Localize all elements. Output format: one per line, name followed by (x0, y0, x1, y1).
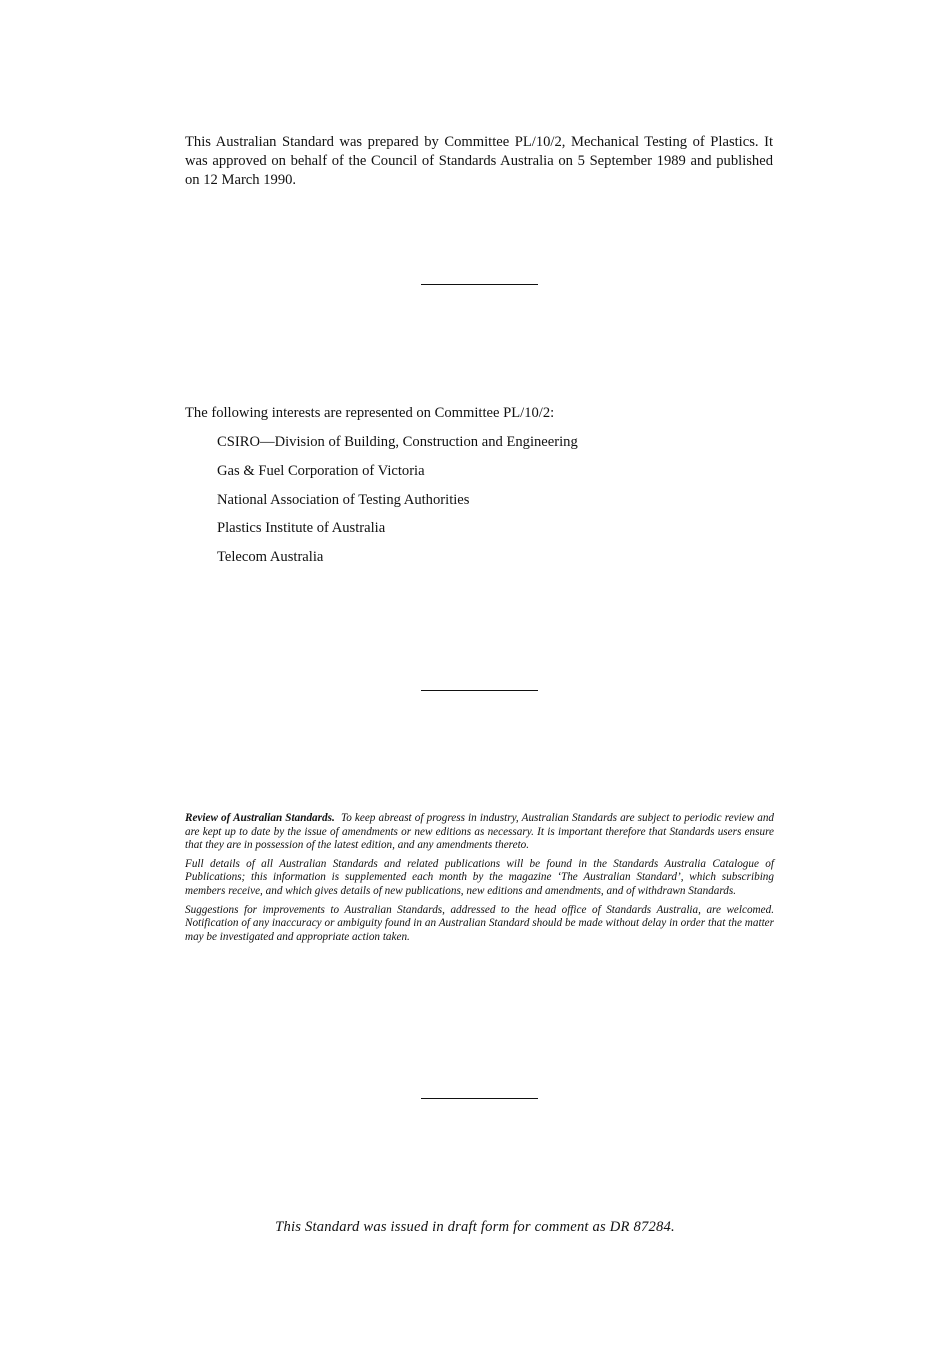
review-lead: Review of Australian Standards. (185, 812, 335, 824)
review-notice (185, 812, 774, 949)
review-paragraph-3: Suggestions for improvements to Australian Standards, addressed to the head office of Standards Australia, are welcomed. Notification of any inaccuracy or ambiguity found in an Australian Standard should be made without delay in order that the matter may be investigated and appropriate action taken. (185, 903, 774, 943)
review-text-1: To keep abreast of progress in industry, Australian Standards are subject to periodic review and are kept up to date by the issue of amendments or new editions as necessary. It is important therefore that Standards users ensure that they are in possession of the latest edition, and any amendments thereto. (185, 812, 775, 852)
section-divider-2 (421, 690, 538, 691)
preparation-statement: This Australian Standard was prepared by Committee PL/10/2, Mechanical Testing of Plastics. It was approved on behalf of the Council of Standards Australia on 5 September 1989 and published on 12 March 1990. (185, 134, 773, 188)
interests-heading: The following interests are represented on Committee PL/10/2: (185, 405, 555, 421)
interest-item: National Association of Testing Authorities (217, 491, 470, 508)
interest-item: Telecom Australia (217, 549, 324, 566)
review-paragraph-1 (185, 812, 774, 853)
interests-list (217, 433, 578, 577)
section-divider-3 (421, 1098, 538, 1099)
draft-note: This Standard was issued in draft form for comment as DR 87284. (275, 1219, 675, 1235)
interest-item: CSIRO—Division of Building, Construction and Engineering (217, 434, 578, 450)
interest-item: Plastics Institute of Australia (217, 520, 386, 537)
review-paragraph-2: Full details of all Australian Standards and related publications will be found in the Standards Australia Catalogue of Publications; this information is supplemented each month by the magazine ‘The Australian Standard’, which subscribing members receive, and which gives details of new publications, new editions and amendments, and of withdrawn Standards. (185, 857, 774, 897)
section-divider-1 (421, 284, 538, 285)
interest-item: Gas & Fuel Corporation of Victoria (217, 462, 425, 479)
